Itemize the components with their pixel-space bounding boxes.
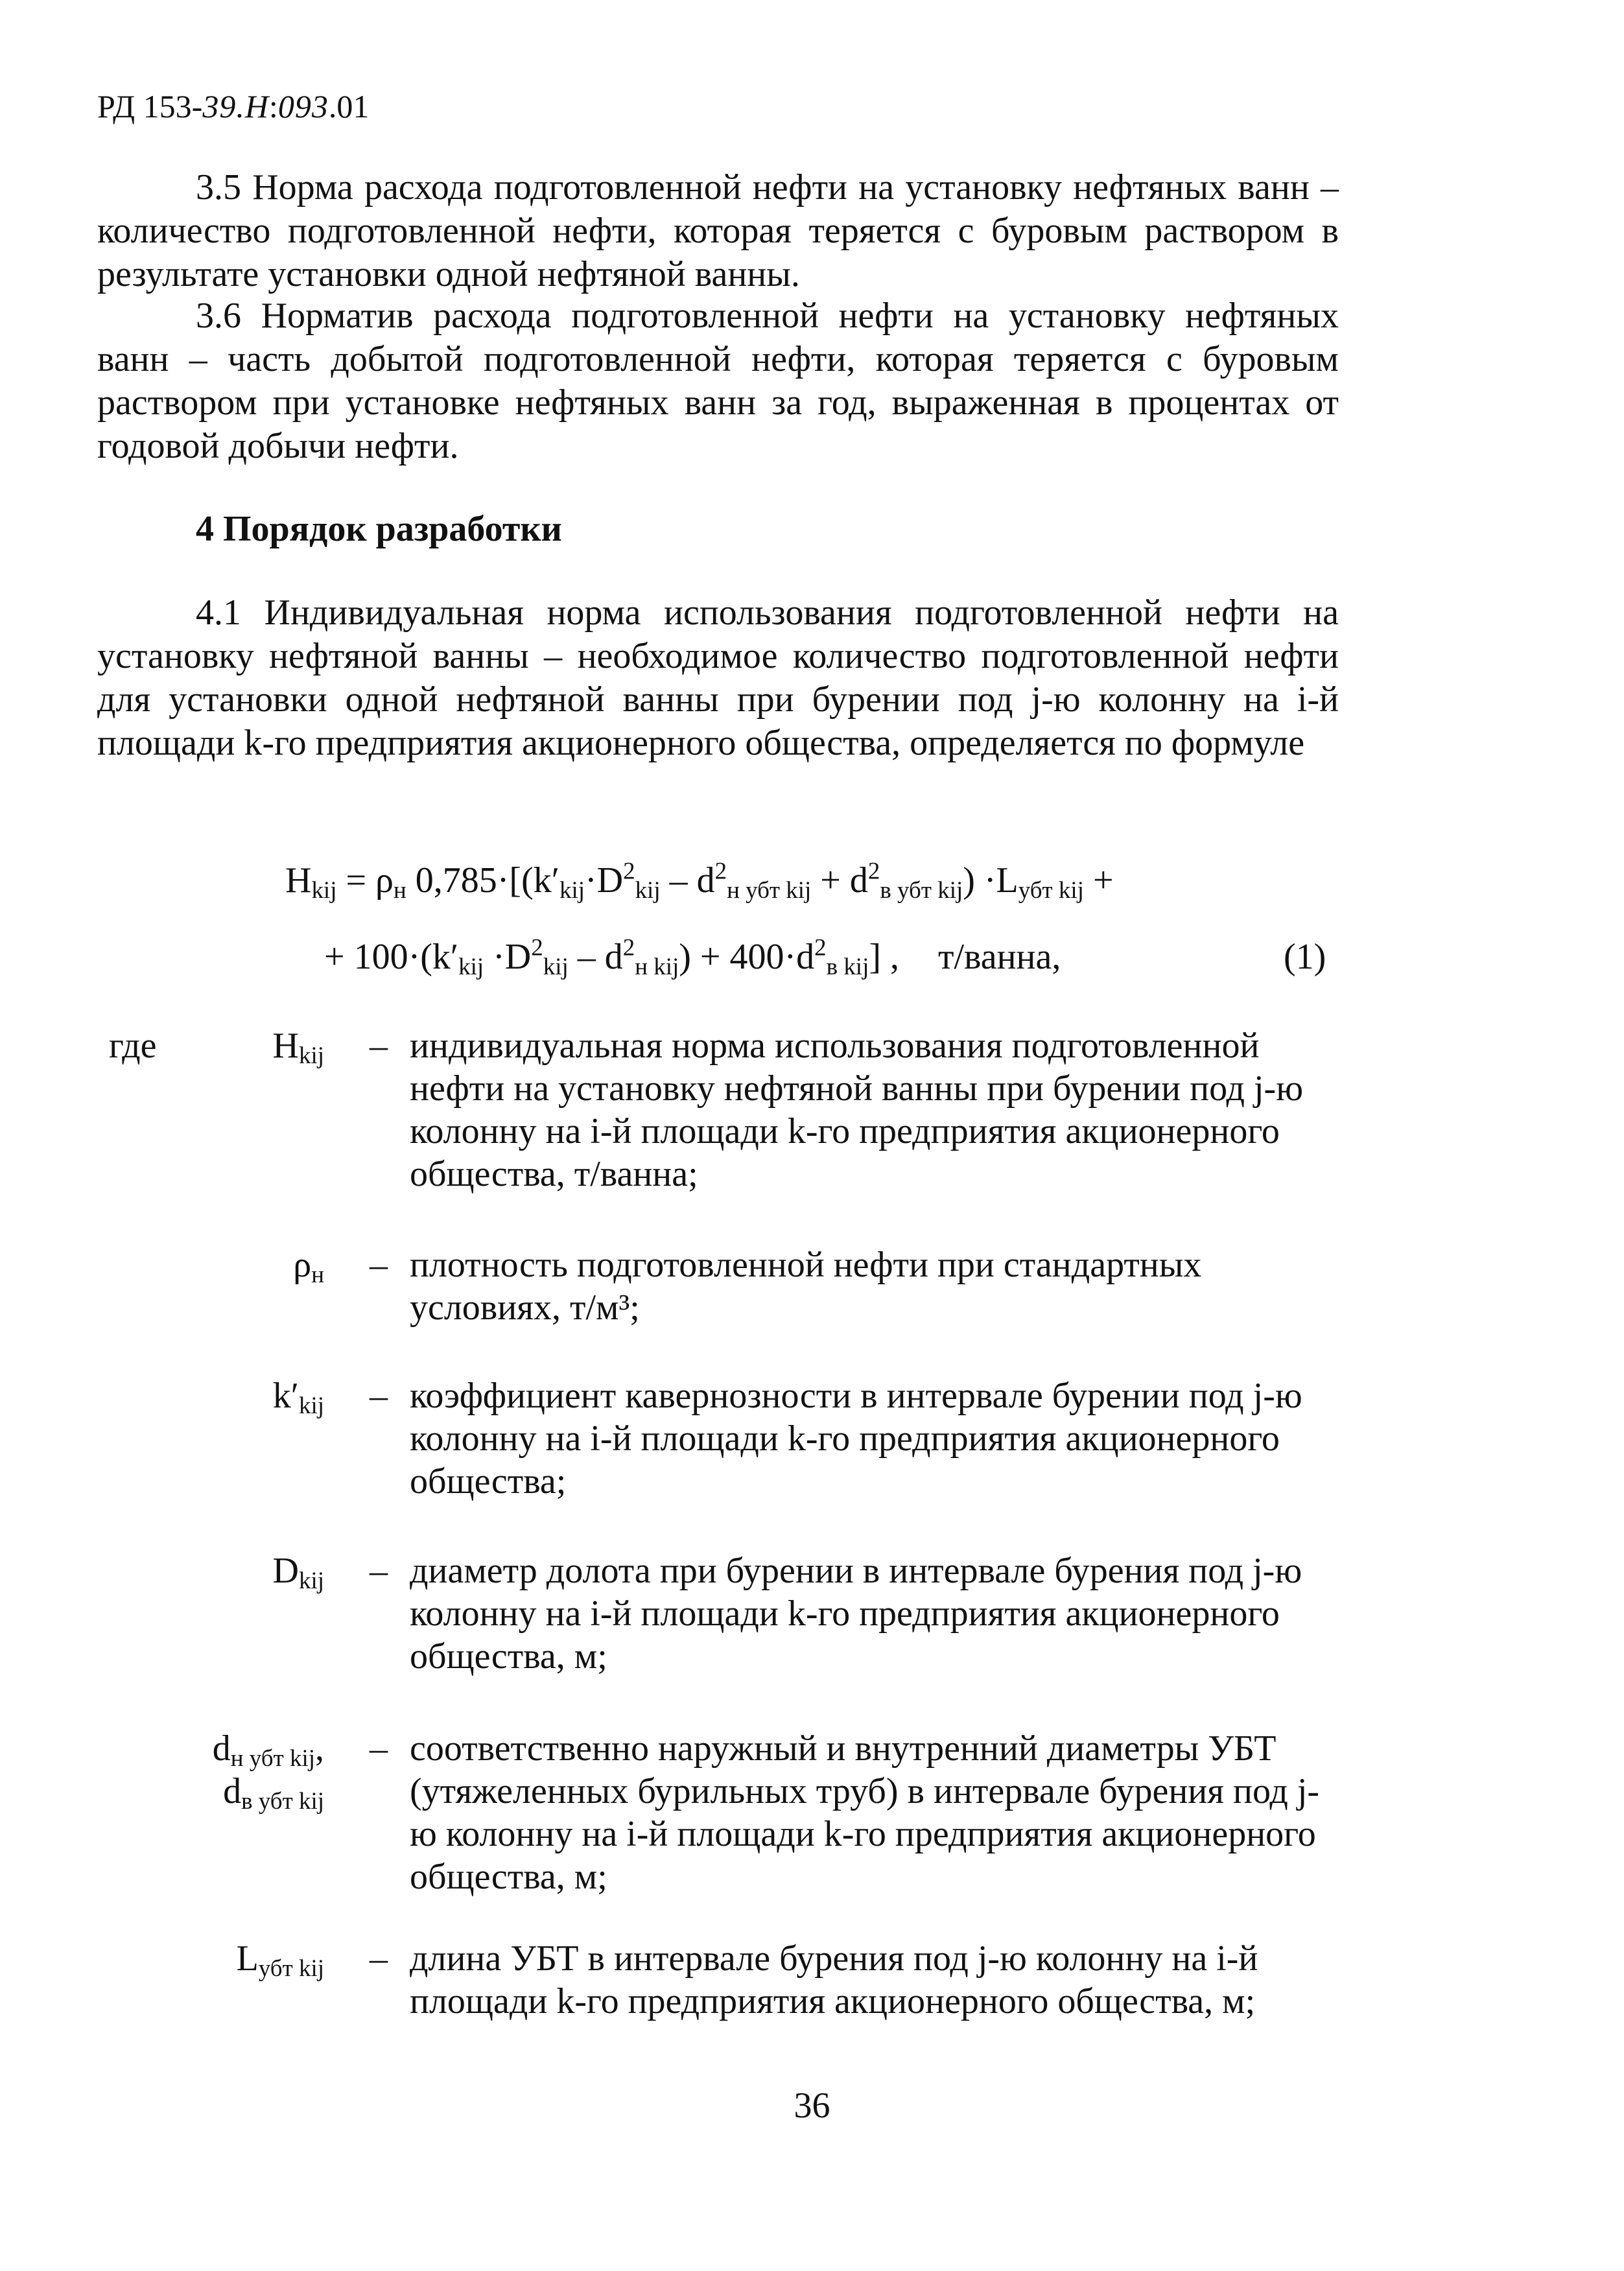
doc-code-separator: : <box>268 88 278 124</box>
definition-symbol: $D_{kij}$ <box>272 1551 324 1594</box>
definition-text: плотность подготовленной нефти при стандартных условиях, т/м³; <box>410 1245 1202 1328</box>
definition-dash: – <box>370 1026 388 1066</box>
doc-code-prefix: РД 153- <box>97 88 203 124</box>
definition-dash: – <box>370 1245 388 1285</box>
definition-symbol: $L_{убт kij}$ <box>236 1938 324 1982</box>
section-heading: 4 Порядок разработки <box>196 509 562 549</box>
formula-line-1: $H_{kij} = \rho_н$ $0,785\cdot[(k'_{kij}\cdot D^2_{kij} - d^2_{н убт kij} + d^2_{в убт kij}) \cdot L_{убт kij}$ + <box>285 857 1114 904</box>
paragraph-3-6: 3.6 Норматив расхода подготовленной нефти на установку нефтяных ванн – часть добытой подготовленной нефти, которая теряется с буровым раствором при установке нефтяных ванн за год, выраженная в процентах от годовой добычи нефти. <box>97 296 1339 466</box>
definition-text: длина УБТ в интервале бурения под j-ю колонну на i-й площади k-го предприятия акционерного общества, м; <box>410 1938 1258 2021</box>
doc-code-handwritten-2: 093 <box>277 88 329 124</box>
definition-symbol: $d_{н убт kij}$, $d_{в убт kij}$ <box>212 1728 324 1815</box>
paragraph-4-1: 4.1 Индивидуальная норма использования подготовленной нефти на установку нефтяной ванны – необходимое количество подготовленной нефти для установки одной нефтяной ванны при бурении под j-ю колонну на i-й площади k-го предприятия акционерного общества, определяется по формуле <box>97 593 1339 763</box>
page-number: 36 <box>794 2086 830 2126</box>
paragraph-3-5: 3.5 Норма расхода подготовленной нефти на установку нефтяных ванн – количество подготовленной нефти, которая теряется с буровым раствором в результате установки одной нефтяной ванны. <box>97 167 1339 294</box>
definition-text: индивидуальная норма использования подготовленной нефти на установку нефтяной ванны при бурении под j-ю колонну на i-й площади k-го предприятия акционерного общества, т/ванна; <box>410 1026 1304 1194</box>
definition-dash: – <box>370 1376 388 1416</box>
definition-dash: – <box>370 1728 388 1769</box>
doc-code-handwritten-1: 39.Н <box>202 88 269 124</box>
definition-dash: – <box>370 1938 388 1979</box>
doc-code-suffix: .01 <box>328 88 370 124</box>
where-label: где <box>109 1026 157 1066</box>
definition-text: коэффициент кавернозности в интервале бурении под j-ю колонну на i-й площади k-го предприятия акционерного общества; <box>410 1376 1302 1501</box>
definition-text: диаметр долота при бурении в интервале бурения под j-ю колонну на i-й площади k-го предприятия акционерного общества, м; <box>410 1551 1302 1677</box>
formula-number: (1) <box>1284 937 1326 977</box>
formula-line-2: + $100\cdot(k'_{kij} \cdot D^2_{kij} - d^2_{н kij}) + 400\cdot d^2_{в kij}$] , т/ванна, <box>324 934 1061 980</box>
document-code-header <box>97 83 369 130</box>
definition-dash: – <box>370 1551 388 1591</box>
definition-text: соответственно наружный и внутренний диаметры УБТ (утяжеленных бурильных труб) в интервале бурения под j-ю колонну на i-й площади k-го предприятия акционерного общества, м; <box>410 1728 1320 1897</box>
definition-symbol: $k'_{kij}$ <box>272 1376 324 1419</box>
definition-symbol: $H_{kij}$ <box>272 1026 324 1069</box>
definition-symbol: $\rho_н$ <box>293 1245 324 1288</box>
formula-unit: т/ванна, <box>938 937 1061 977</box>
